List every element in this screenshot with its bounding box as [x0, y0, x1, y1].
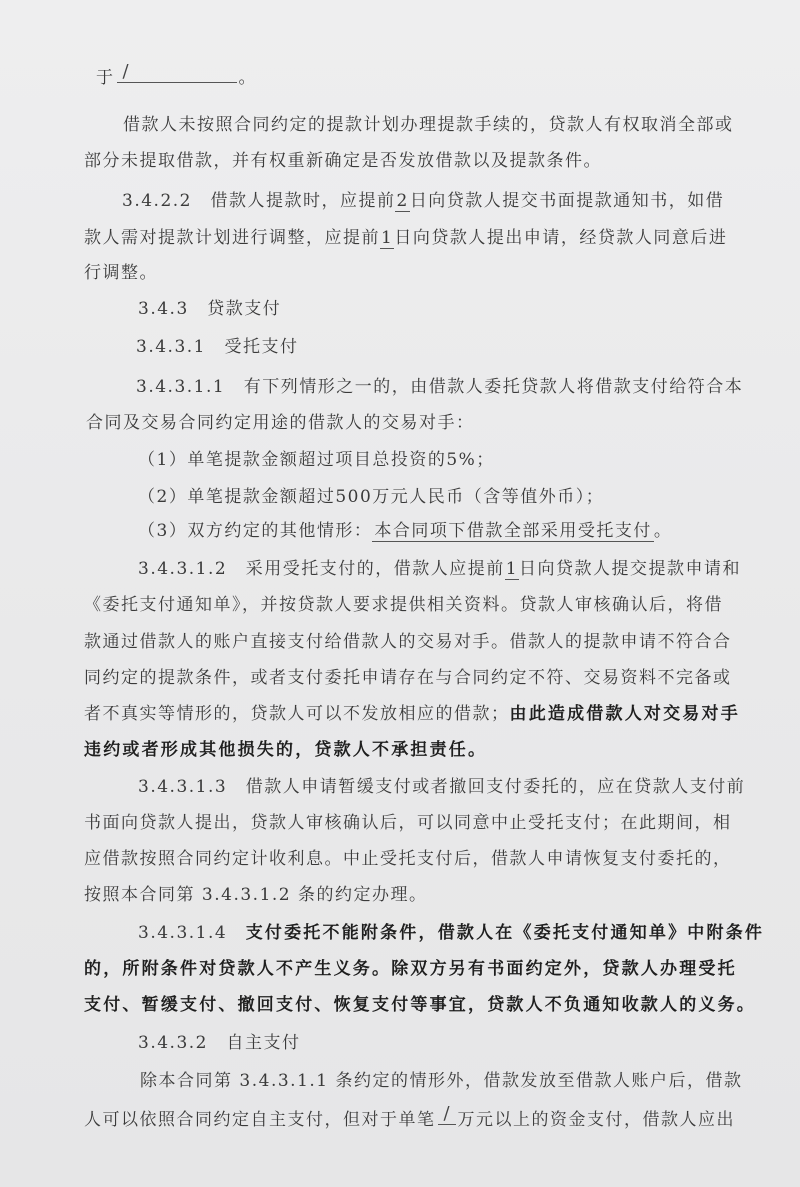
line-p5-3: 应借款按照合同约定计收利息。中止受托支付后，借款人申请恢复支付委托的，: [84, 849, 732, 869]
line-p6-2: 的，所附条件对贷款人不产生义务。除双方另有书面约定外，贷款人办理受托: [84, 959, 737, 979]
text: 。: [653, 521, 673, 541]
line-3: 部分未提取借款，并有权重新确定是否发放借款以及提款条件。: [84, 151, 602, 171]
text: 者不真实等情形的，贷款人可以不发放相应的借款；: [84, 704, 510, 724]
line-1: [96, 61, 257, 89]
underlined-number: 1: [381, 228, 394, 248]
line-p6-1: [138, 922, 764, 944]
line-p7-2: [84, 1103, 735, 1131]
line-p4-5: [84, 703, 740, 725]
line-p5-4: 按照本合同第 3.4.3.1.2 条的约定办理。: [84, 885, 428, 905]
text: 万元以上的资金支付，借款人应出: [457, 1110, 735, 1130]
line-p6-3: 支付、暂缓支付、撤回支付、恢复支付等事宜，贷款人不负通知收款人的义务。: [84, 995, 756, 1015]
line-p4-2: 《委托支付通知单》，并按贷款人要求提供相关资料。贷款人审核确认后，将借: [84, 595, 723, 615]
line-3-4-3-1-2a: [138, 558, 741, 580]
line-p5-2: 书面向贷款人提出，贷款人审核确认后，可以同意中止受托支付；在此期间，相: [84, 813, 732, 833]
text: 3.4.3.1.2 采用受托支付的，借款人应提前: [138, 559, 505, 579]
text: 3.4.3.1.4: [138, 923, 246, 943]
underlined-number: 1: [505, 559, 519, 579]
text: 人可以依照合同约定自主支付，但对于单笔: [84, 1110, 436, 1130]
underlined-number: 2: [396, 191, 409, 211]
bold-text: 由此造成借款人对交易对手: [509, 704, 740, 724]
line-p4-4: 同约定的提款条件，或者支付委托申请存在与合同约定不符、交易资料不完备或: [84, 668, 732, 688]
slash-mark: /: [122, 61, 131, 82]
text: （3）双方约定的其他情形：: [138, 521, 373, 541]
line-2: 借款人未按照合同约定的提款计划办理提款手续的，贷款人有权取消全部或: [123, 115, 734, 135]
line-3-4-3-1-1a: 3.4.3.1.1 有下列情形之一的，由借款人委托贷款人将借款支付给符合本: [136, 377, 744, 397]
text: 日向贷款人提交提款申请和: [519, 559, 742, 579]
line-6: 行调整。: [84, 263, 158, 283]
item-3: [138, 520, 672, 542]
line-4: [122, 190, 724, 212]
line-p5-1: 3.4.3.1.3 借款人申请暂缓支付或者撤回支付委托的，应在贷款人支付前: [138, 777, 746, 797]
text: 于: [96, 68, 115, 88]
blank-field: [438, 1103, 456, 1125]
heading-3431: 3.4.3.1 受托支付: [136, 337, 299, 357]
text: 3.4.2.2 借款人提款时，应提前: [122, 191, 396, 211]
text: 日向贷款人提出申请，经贷款人同意后进: [394, 228, 728, 248]
line-5: [84, 227, 727, 249]
line-3-4-3-1-1b: 合同及交易合同约定用途的借款人的交易对手：: [86, 413, 475, 433]
line-p4-3: 款通过借款人的账户直接支付给借款人的交易对手。借款人的提款申请不符合合: [84, 632, 732, 652]
text: 。: [238, 68, 257, 88]
slash-mark: /: [443, 1103, 452, 1124]
item-1: （1）单笔提款金额超过项目总投资的5%；: [138, 450, 495, 470]
item-2: （2）单笔提款金额超过500万元人民币（含等值外币）；: [138, 487, 605, 507]
heading-343: 3.4.3 贷款支付: [138, 299, 282, 319]
heading-3432: 3.4.3.2 自主支付: [138, 1033, 301, 1053]
underlined-text: 本合同项下借款全部采用受托支付: [374, 521, 652, 541]
bold-text: 支付委托不能附条件，借款人在《委托支付通知单》中附条件: [245, 923, 765, 943]
line-p7-1: 除本合同第 3.4.3.1.1 条约定的情形外，借款发放至借款人账户后，借款: [140, 1071, 743, 1091]
blank-field: [117, 61, 237, 83]
text: 款人需对提款计划进行调整，应提前: [84, 228, 380, 248]
line-p4-6: 违约或者形成其他损失的，贷款人不承担责任。: [84, 740, 488, 760]
text: 日向贷款人提交书面提款通知书，如借: [409, 191, 725, 211]
